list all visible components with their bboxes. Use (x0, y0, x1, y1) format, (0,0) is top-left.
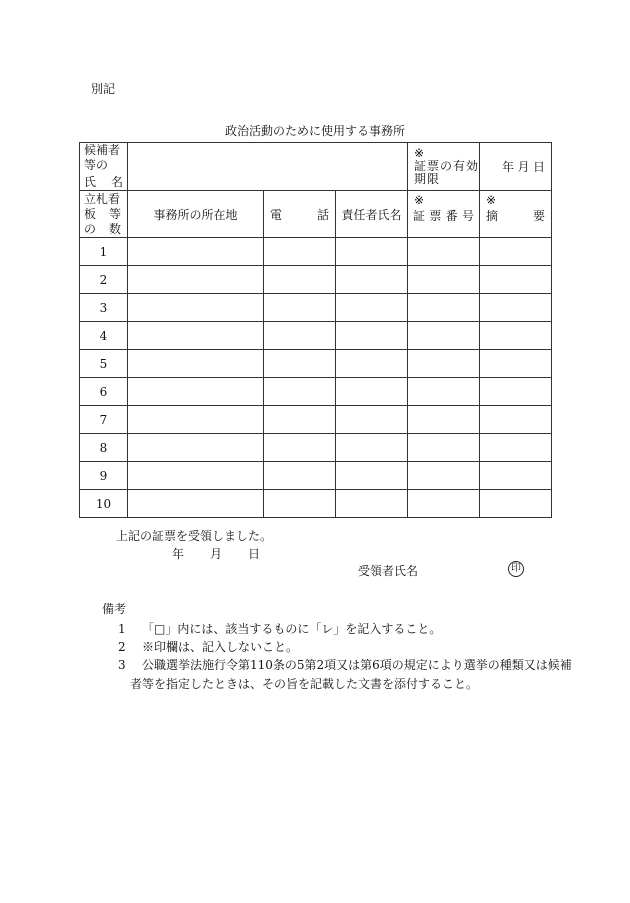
phone-header: 電 話 (264, 191, 336, 238)
receipt-statement: 上記の証票を受領しました。 (116, 529, 273, 543)
receipt-date-day: 日 (248, 547, 261, 561)
remarks-header: ※ 摘 要 (480, 191, 552, 238)
header-label: 別記 (91, 82, 116, 96)
table-row: 6 (80, 378, 552, 406)
table-row: 4 (80, 322, 552, 350)
table-row: 1 (80, 238, 552, 266)
table-row: 5 (80, 350, 552, 378)
page-title: 政治活動のために使用する事務所 (224, 124, 405, 138)
cert-no-header: ※ 証 票 番 号 (408, 191, 480, 238)
address-header: 事務所の所在地 (128, 191, 264, 238)
seal-icon: 印 (508, 561, 524, 577)
note-item: 1 「□」内には、該当するものに「レ」を記入すること。 (118, 622, 442, 636)
validity-label-cell: ※ 証票の有効期限 (408, 143, 480, 191)
table-row: 2 (80, 266, 552, 294)
receipt-date-month: 月 (210, 547, 223, 561)
table-row: 8 (80, 434, 552, 462)
receipt-date-year: 年 (172, 547, 185, 561)
remarks-title: 備考 (102, 602, 127, 616)
receipt-date (172, 545, 286, 562)
person-header: 責任者氏名 (336, 191, 408, 238)
table-row: 3 (80, 294, 552, 322)
note-item: 3 公職選挙法施行令第110条の5第2項又は第6項の規定により選挙の種類又は候補 (118, 658, 572, 672)
office-table (79, 142, 552, 518)
candidate-name-cell[interactable] (128, 143, 408, 191)
note-item: 2 ※印欄は、記入しないこと。 (118, 640, 299, 654)
candidate-name-label: 候補者等の 氏 名 (80, 143, 128, 191)
table-row: 7 (80, 406, 552, 434)
note-item-continued: 者等を指定したときは、その旨を記載した文書を添付すること。 (130, 677, 479, 691)
table-row: 9 (80, 462, 552, 490)
validity-date-cell[interactable]: 年 月 日 (480, 143, 552, 191)
receiver-name-label: 受領者氏名 (358, 564, 419, 578)
count-header: 立札看 板 等 の 数 (80, 191, 128, 238)
table-row: 10 (80, 490, 552, 518)
